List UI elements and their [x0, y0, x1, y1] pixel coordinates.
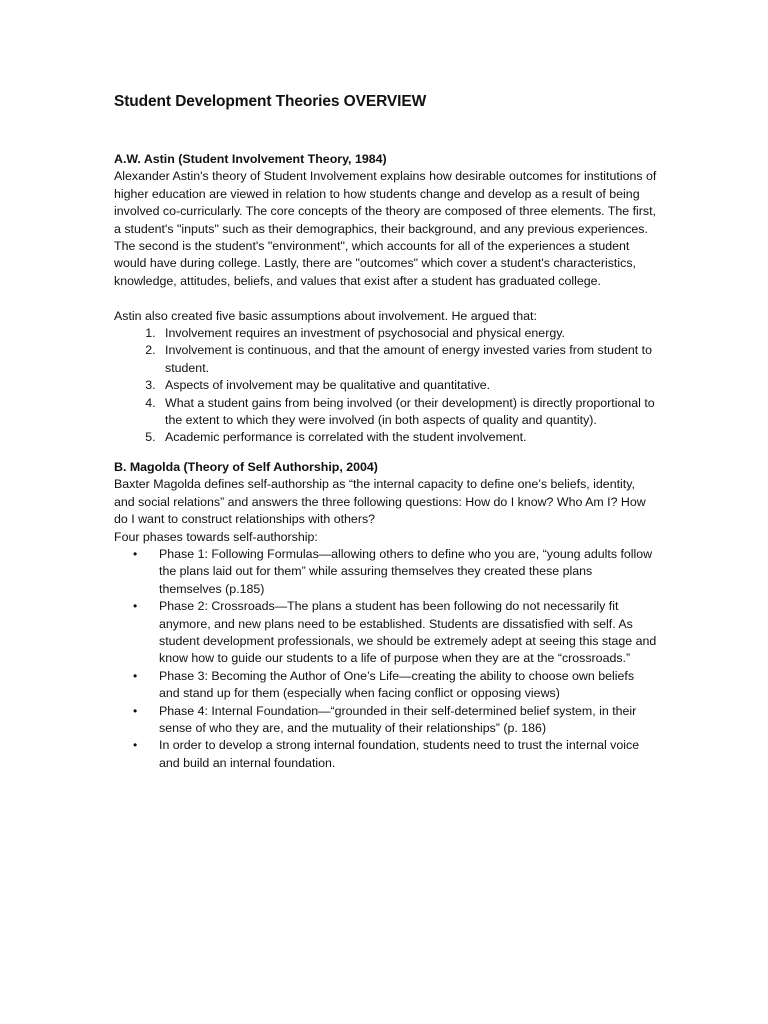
- list-item: [133, 703, 658, 738]
- phases-list: [114, 546, 658, 772]
- bullet-icon: •: [133, 703, 138, 718]
- section-heading-astin: A.W. Astin (Student Involvement Theory, 1984): [114, 152, 387, 166]
- list-item: 4. What a student gains from being involved (or their development) is directly proportional to the extent to which they were involved (in both aspects of quality and quantity).: [159, 395, 658, 430]
- list-item-text: In order to develop a strong internal foundation, students need to trust the internal voice and build an internal foundation.: [159, 738, 640, 770]
- phases-intro: Four phases towards self-authorship:: [114, 529, 318, 544]
- bullet-icon: •: [133, 738, 138, 753]
- list-item-text: Phase 2: Crossroads—The plans a student has been following do not necessarily fit anymore, and new plans need to be established. Students are dissatisfied with self. As student development professionals, we should be extremely adept at seeing this stage and know how to guide our students to a life of purpose when they are at the “crossroads.”: [159, 599, 657, 666]
- document-body: [114, 151, 658, 772]
- magolda-paragraph: Baxter Magolda defines self-authorship as “the internal capacity to define one’s beliefs, identity, and social relations” and answers the three following questions: How do I know? Who Am I? How do I want to construct relationships with others?: [114, 477, 646, 527]
- assumptions-list: [114, 325, 658, 447]
- list-item: 5. Academic performance is correlated with the student involvement.: [159, 429, 658, 446]
- list-item: 1. Involvement requires an investment of psychosocial and physical energy.: [159, 325, 658, 342]
- section-magolda: [114, 459, 658, 772]
- paragraph-gap: [114, 290, 658, 307]
- astin-paragraph: Alexander Astin's theory of Student Involvement explains how desirable outcomes for institutions of higher education are viewed in relation to how students change and develop as a result of being involved co-curricularly. The core concepts of the theory are composed of three elements. The first, a student's "inputs" such as their demographics, their background, and any previous experiences. The second is the student's "environment", which accounts for all of the experiences a student would have during college. Lastly, there are "outcomes" which cover a student's characteristics, knowledge, attitudes, beliefs, and values that exist after a student has graduated college.: [114, 169, 657, 288]
- bullet-icon: •: [133, 546, 138, 561]
- bullet-icon: •: [133, 668, 138, 683]
- list-item-text: Phase 1: Following Formulas—allowing others to define who you are, “young adults follow the plans laid out for them” while assuring themselves they created these plans themselves (p.185): [159, 546, 653, 596]
- list-item: 3. Aspects of involvement may be qualitative and quantitative.: [159, 377, 658, 394]
- list-item: [133, 737, 658, 772]
- list-item-text: Phase 3: Becoming the Author of One’s Life—creating the ability to choose own beliefs and stand up for them (especially when facing conflict or opposing views): [159, 668, 635, 701]
- section-heading-magolda: B. Magolda (Theory of Self Authorship, 2004): [114, 459, 378, 474]
- page-title: Student Development Theories OVERVIEW: [114, 93, 427, 110]
- list-item: [133, 598, 658, 668]
- assumptions-intro: Astin also created five basic assumptions about involvement. He argued that:: [114, 308, 537, 323]
- list-item: 2. Involvement is continuous, and that the amount of energy invested varies from student to student.: [159, 342, 658, 377]
- section-astin: [114, 151, 658, 447]
- list-item: [133, 546, 658, 598]
- list-item: [133, 668, 658, 703]
- list-item-text: Phase 4: Internal Foundation—“grounded in their self-determined belief system, in their sense of who they are, and the mutuality of their relationships” (p. 186): [159, 703, 637, 735]
- bullet-icon: •: [133, 599, 138, 614]
